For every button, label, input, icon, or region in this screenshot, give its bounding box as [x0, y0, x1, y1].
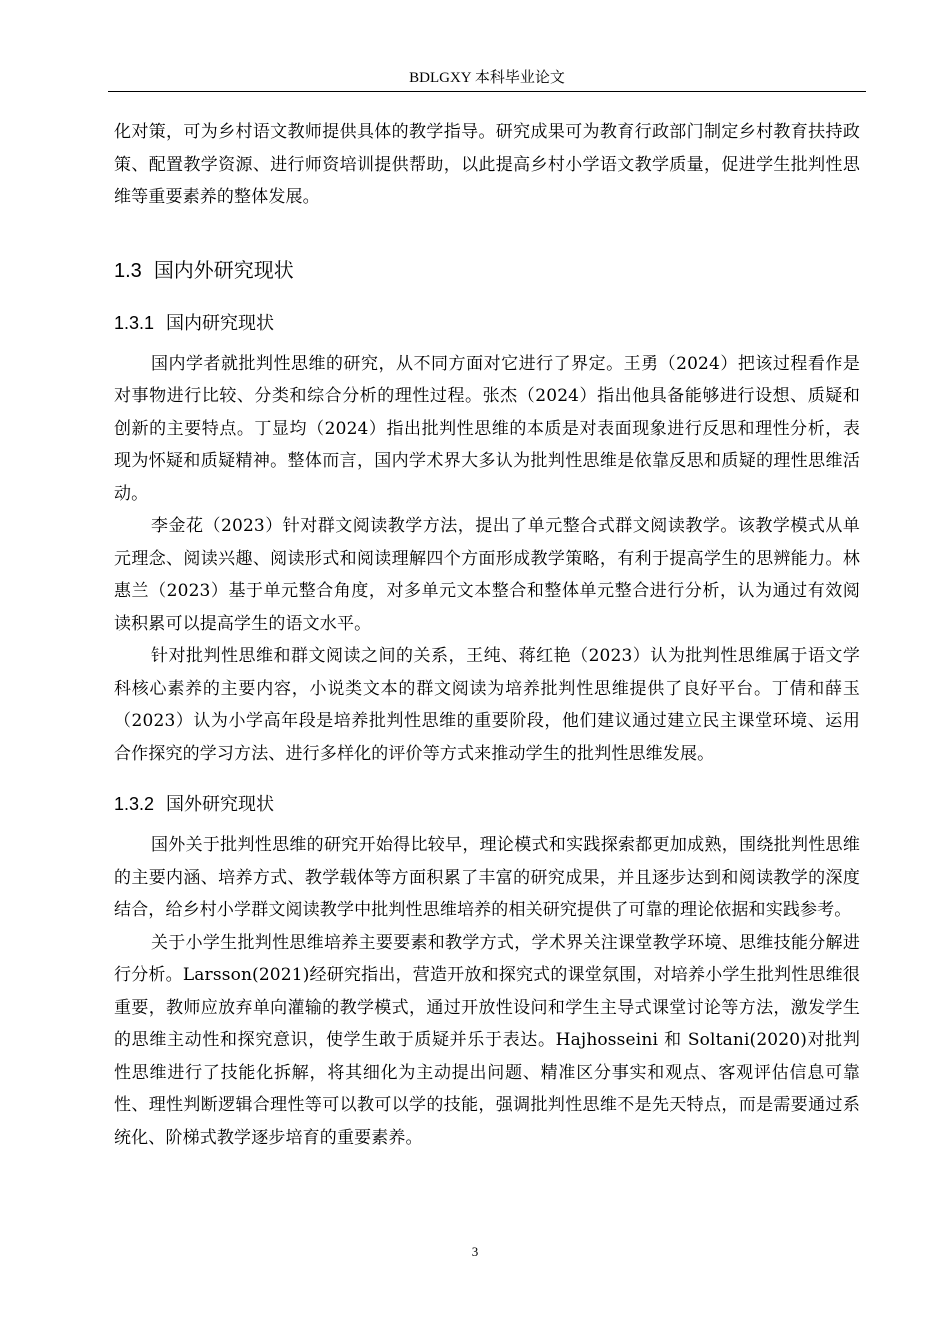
paragraph-foreign-teaching-methods: 关于小学生批判性思维培养主要要素和教学方式，学术界关注课堂教学环境、思维技能分解进行分析。Larsson(2021)经研究指出，营造开放和探究式的课堂氛围，对培养小学生批判性思维很重要，教师应放弃单向灌输的教学模式，通过开放性设问和学生主导式课堂讨论等方法，激发学生的思维主动性和探究意识，使学生敢于质疑并乐于表达。Hajhosseini 和 Soltani(2020)对批判性思维进行了技能化拆解，将其细化为主动提出问题、精准区分事实和观点、客观评估信息可靠性、理性判断逻辑合理性等可以教可以学的技能，强调批判性思维不是先天特点，而是需要通过系统化、阶梯式教学逐步培育的重要素养。	[114, 932, 860, 1148]
subsection-number: 1.3.1	[114, 312, 155, 333]
paragraph-domestic-definitions: 国内学者就批判性思维的研究，从不同方面对它进行了界定。王勇（2024）把该过程看作是对事物进行比较、分类和综合分析的理性过程。张杰（2024）指出他具备能够进行设想、质疑和创新的主要特点。丁显均（2024）指出批判性思维的本质是对表面现象进行反思和理性分析，表现为怀疑和质疑精神。整体而言，国内学术界大多认为批判性思维是依靠反思和质疑的理性思维活动。	[114, 353, 860, 504]
paragraph-foreign-overview: 国外关于批判性思维的研究开始得比较早，理论模式和实践探索都更加成熟，围绕批判性思维的主要内涵、培养方式、教学载体等方面积累了丰富的研究成果，并且逐步达到和阅读教学的深度结合，给乡村小学群文阅读教学中批判性思维培养的相关研究提供了可靠的理论依据和实践参考。	[114, 835, 860, 920]
page-header: BDLGXY 本科毕业论文	[409, 70, 565, 86]
header-divider	[108, 91, 866, 92]
paragraph-thinking-reading-relation: 针对批判性思维和群文阅读之间的关系，王纯、蒋红艳（2023）认为批判性思维属于语文学科核心素养的主要内容，小说类文本的群文阅读为培养批判性思维提供了良好平台。丁倩和薛玉（2023）认为小学高年段是培养批判性思维的重要阶段，他们建议通过建立民主课堂环境、运用合作探究的学习方法、进行多样化的评价等方式来推动学生的批判性思维发展。	[114, 646, 860, 764]
paragraph-continuation: 化对策，可为乡村语文教师提供具体的教学指导。研究成果可为教育行政部门制定乡村教育扶持政策、配置教学资源、进行师资培训提供帮助，以此提高乡村小学语文教学质量，促进学生批判性思维等重要素养的整体发展。	[114, 122, 860, 207]
document-body	[114, 116, 860, 1154]
subsection-title: 国内研究现状	[166, 312, 275, 334]
section-heading-1-3	[114, 254, 860, 287]
subsection-heading-1-3-2	[114, 788, 860, 821]
subsection-title: 国外研究现状	[166, 794, 275, 815]
section-number: 1.3	[114, 259, 142, 282]
page-number: 3	[471, 1244, 479, 1259]
paragraph-group-reading-teaching: 李金花（2023）针对群文阅读教学方法，提出了单元整合式群文阅读教学。该教学模式从单元理念、阅读兴趣、阅读形式和阅读理解四个方面形成教学策略，有利于提高学生的思辨能力。林惠兰（2023）基于单元整合角度，对多单元文本整合和整体单元整合进行分析，认为通过有效阅读积累可以提高学生的语文水平。	[114, 516, 860, 634]
section-title: 国内外研究现状	[153, 257, 294, 282]
subsection-number: 1.3.2	[114, 794, 155, 814]
subsection-heading-1-3-1	[114, 307, 860, 340]
